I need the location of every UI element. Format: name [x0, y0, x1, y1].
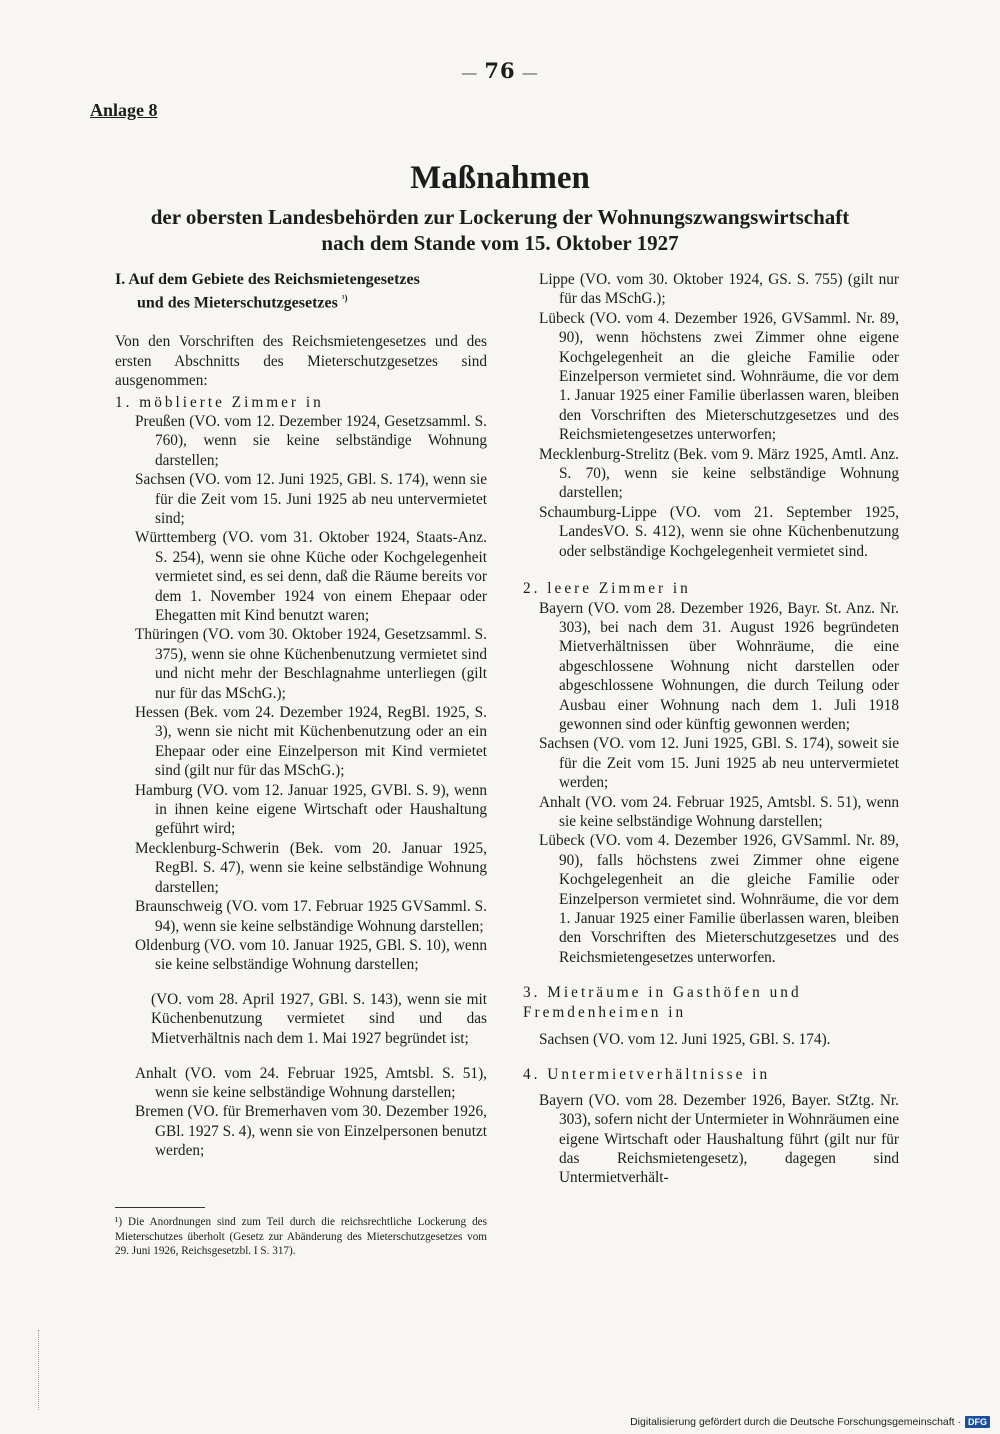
- intro-paragraph: Von den Vorschriften des Reichsmietengesetzes und des ersten Abschnitts des Mieterschutzgesetzes sind ausgenommen:: [115, 333, 487, 390]
- list-item: Braunschweig (VO. vom 17. Februar 1925 GVSamml. S. 94), wenn sie keine selbständige Wohnung darstellen;: [135, 898, 487, 935]
- item-3-heading: 3. Mieträume in Gasthöfen und Fremdenheimen in: [523, 984, 802, 1021]
- document-title: Maßnahmen: [410, 160, 590, 196]
- list-item: Bremen (VO. für Bremerhaven vom 30. Dezember 1926, GBl. 1927 S. 4), wenn sie von Einzelpersonen benutzt werden;: [135, 1103, 487, 1160]
- list-item: Thüringen (VO. vom 30. Oktober 1924, Gesetzsamml. S. 375), wenn sie ohne Küchenbenutzung vermietet sind und nicht mehr der Beschlagnahme unterliegen (gilt nur für das MSchG.);: [135, 626, 487, 702]
- list-item: Sachsen (VO. vom 12. Juni 1925, GBl. S. 174), wenn sie für die Zeit vom 15. Juni 1925 ab neu untervermietet sind;: [135, 471, 487, 527]
- subtitle-line-2: nach dem Stande vom 15. Oktober 1927: [321, 231, 679, 255]
- list-item: Mecklenburg-Schwerin (Bek. vom 20. Januar 1925, RegBl. S. 47), wenn sie keine selbständige Wohnung darstellen;: [135, 839, 487, 896]
- right-column: [523, 270, 899, 1188]
- footnote-mark: ¹): [341, 293, 348, 303]
- list-item-sub: (VO. vom 28. April 1927, GBl. S. 143), wenn sie mit Küchenbenutzung vermietet sind und das Mietverhältnis nach dem 1. Mai 1927 begründet ist;: [151, 991, 487, 1047]
- list-item: Hamburg (VO. vom 12. Januar 1925, GVBl. S. 9), wenn in ihnen keine eigene Wirtschaft oder Haushaltung geführt wird;: [135, 781, 487, 838]
- left-column: [115, 270, 487, 1161]
- footnote: ¹) Die Anordnungen sind zum Teil durch die reichsrechtliche Lockerung des Mieterschutzes überholt (Gesetz zur Abänderung des Mieterschutzgesetzes vom 29. Juni 1926, Reichsgesetzbl. I S. 317).: [115, 1216, 487, 1257]
- digitization-credit: [630, 1416, 990, 1428]
- item-1-entries: [115, 412, 487, 1161]
- annex-label: Anlage 8: [90, 100, 158, 120]
- list-item: Bayern (VO. vom 28. Dezember 1926, Bayer. StZtg. Nr. 303), sofern nicht der Untermieter in Wohnräumen eine eigene Wirtschaft oder Haushaltung führt (gilt nur für das Reichsmietengesetz), dagegen sind Untermietverhält-: [539, 1091, 900, 1187]
- list-item: Sachsen (VO. vom 12. Juni 1925, GBl. S. 174), soweit sie für die Zeit vom 15. Juni 1925 ab neu untervermietet werden;: [539, 735, 899, 792]
- subtitle-line-1: der obersten Landesbehörden zur Lockerung der Wohnungszwangswirtschaft: [150, 205, 850, 229]
- list-item: Anhalt (VO. vom 24. Februar 1925, Amtsbl. S. 51), wenn sie keine selbständige Wohnung darstellen;: [539, 793, 899, 830]
- list-item: Preußen (VO. vom 12. Dezember 1924, Gesetzsamml. S. 760), wenn sie keine selbständige Wohnung darstellen;: [135, 412, 487, 469]
- item-2-heading: 2. leere Zimmer in: [523, 580, 691, 598]
- list-item: Württemberg (VO. vom 31. Oktober 1924, Staats-Anz. S. 254), wenn sie ohne Küche oder Kochgelegenheit vermietet sind, es sei denn, daß die Räume bereits vor dem 1. November 1924 von einem Ehepaar oder Ehegatten mit Kind benutzt waren;: [135, 529, 487, 625]
- page-number: — 76 —: [461, 58, 539, 83]
- list-item: Sachsen (VO. vom 12. Juni 1925, GBl. S. 174).: [539, 1031, 831, 1049]
- footer-text: Digitalisierung gefördert durch die Deutsche Forschungsgemeinschaft ·: [630, 1416, 961, 1428]
- list-item: Lübeck (VO. vom 4. Dezember 1926, GVSamml. Nr. 89, 90), falls höchstens zwei Zimmer ohne eigene Kochgelegenheit an die gleiche Familie oder Einzelperson vermietet sind. Wohnräume, die vor dem 1. Januar 1925 einer Familie überlassen waren, bleiben den Vorschriften des Mieterschutzgesetzes und des Reichsmietengesetzes unterworfen.: [539, 832, 899, 966]
- list-item: Lippe (VO. vom 30. Oktober 1924, GS. S. 755) (gilt nur für das MSchG.);: [539, 271, 899, 308]
- list-item: Oldenburg (VO. vom 10. Januar 1925, GBl. S. 10), wenn sie keine selbständige Wohnung darstellen;: [135, 936, 487, 974]
- item-4-heading: 4. Untermietverhältnisse in: [523, 1066, 771, 1084]
- dfg-logo: DFG: [965, 1416, 990, 1428]
- list-item: Mecklenburg-Strelitz (Bek. vom 9. März 1925, Amtl. Anz. S. 70), wenn sie keine selbständige Wohnung darstellen;: [539, 445, 899, 502]
- list-item: Lübeck (VO. vom 4. Dezember 1926, GVSamml. Nr. 89, 90), wenn höchstens zwei Zimmer ohne eigene Kochgelegenheit an die gleiche Familie oder Einzelperson vermietet sind. Wohnräume, die vor dem 1. Januar 1925 einer Familie überlassen waren, bleiben den Vorschriften des Mieterschutzgesetzes und des Reichsmietengesetzes unterworfen;: [539, 309, 899, 444]
- list-item: Anhalt (VO. vom 24. Februar 1925, Amtsbl. S. 51), wenn sie keine selbständige Wohnung darstellen;: [135, 1064, 487, 1101]
- scan-margin-mark: [38, 1330, 40, 1410]
- list-item: Bayern (VO. vom 28. Dezember 1926, Bayr. St. Anz. Nr. 303), bei nach dem 31. August 1926 begründeten Mietverhältnissen über Wohnräume, die eine abgeschlossene Wohnung nicht darstellen oder abgeschlossene Wohnungen, die durch Teilung oder Ausbau einer Wohnung nach dem 1. Juli 1918 gewonnen sind oder künftig gewonnen werden;: [539, 599, 899, 733]
- list-item: Schaumburg-Lippe (VO. vom 21. September 1925, LandesVO. S. 412), wenn sie ohne Küchenbenutzung oder selbständige Kochgelegenheit vermietet sind.: [539, 503, 899, 560]
- footnote-divider: [115, 1207, 205, 1208]
- list-item: Hessen (Bek. vom 24. Dezember 1924, RegBl. 1925, S. 3), wenn sie nicht mit Küchenbenutzung oder an ein Ehepaar oder eine Einzelperson mit Kind vermietet sind (gilt nur für das MSchG.);: [135, 704, 487, 780]
- section-heading: I. Auf dem Gebiete des Reichsmietengesetzes und des Mieterschutzgesetzes $^{^1)}$: [115, 271, 420, 312]
- item-1-heading: 1. möblierte Zimmer in: [115, 393, 324, 411]
